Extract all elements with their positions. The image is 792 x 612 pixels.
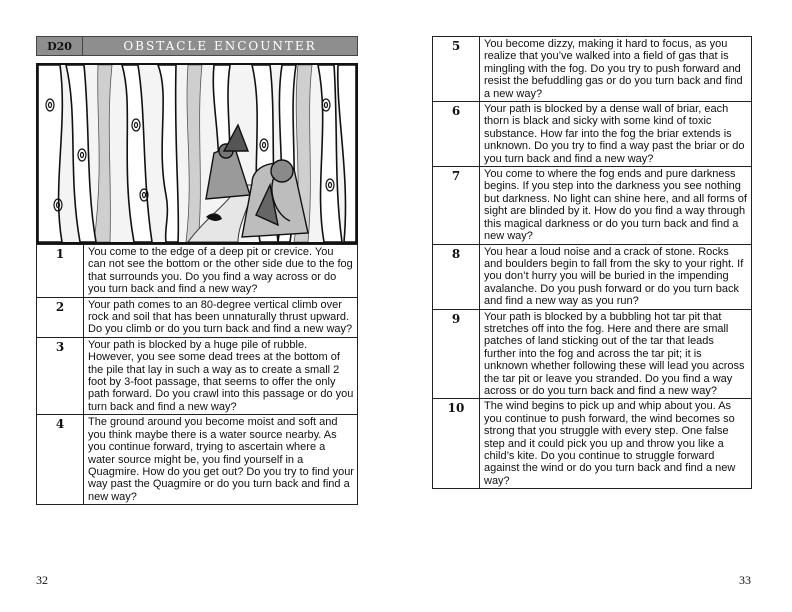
entry-text: You become dizzy, making it hard to focus, as you realize that you’ve walked into a field of gas that is mingling with the fog. Do you try to push forward and resist the befuddling gas or do you turn back and find a new way?: [480, 37, 752, 102]
table-row: [37, 245, 358, 298]
forest-drawing: [38, 65, 356, 242]
entry-number: 3: [37, 337, 84, 414]
entry-number: 2: [37, 297, 84, 337]
entry-number: 9: [433, 309, 480, 399]
entry-text: You come to where the fog ends and pure darkness begins. If you step into the darkness you see nothing but darkness. No light can shine here, and all forms of sight are blinded by it. How do you find a way through this magical darkness or do you turn back and find a new way?: [480, 167, 752, 244]
entry-number: 8: [433, 244, 480, 309]
table-row: [433, 37, 752, 102]
entry-text: The ground around you become moist and soft and you think maybe there is a water source nearby. As you continue forward, trying to ascertain where a water source might be, you find yourself in a Quagmire. How do you get out? Do you try to find your way past the Quagmire or do you turn back and find a new way?: [84, 415, 358, 505]
entry-number: 6: [433, 102, 480, 167]
entry-number: 5: [433, 37, 480, 102]
forest-illustration: [36, 63, 358, 244]
table-row: [433, 167, 752, 244]
entry-number: 10: [433, 399, 480, 489]
encounter-table-left: [36, 244, 358, 505]
table-row: [433, 309, 752, 399]
table-row: [37, 415, 358, 505]
entry-text: Your path is blocked by a bubbling hot tar pit that stretches off into the fog. Here and there are small patches of land sticking out of the tar that leads further into the fog and across the tar pit; it is unknown whether following these will lead you across the tar pit or leave you stranded. Do you find a way across or do you turn back and find a new way?: [480, 309, 752, 399]
table-row: [433, 244, 752, 309]
entry-text: Your path is blocked by a dense wall of briar, each thorn is black and sicky with some kind of toxic substance. How far into the fog the briar extends is unknown. Do you try to find a way past the briar or do you turn back and find a new way?: [480, 102, 752, 167]
entry-text: You come to the edge of a deep pit or crevice. You can not see the bottom or the other side due to the fog that surrounds you. Do you find a way across or do you turn back and find a new way?: [84, 245, 358, 298]
page-number-right: 33: [739, 573, 751, 587]
table-row: [37, 297, 358, 337]
entry-text: You hear a loud noise and a crack of stone. Rocks and boulders begin to fall from the sky to your right. If you don’t hurry you will be buried in the impending avalanche. Do you push forward or do you turn back and find a new way as you run?: [480, 244, 752, 309]
encounter-title: OBSTACLE ENCOUNTER: [123, 39, 317, 53]
die-label: D20: [37, 37, 83, 55]
entry-text: Your path is blocked by a huge pile of rubble. However, you see some dead trees at the bottom of the pile that lay in such a way as to create a small 2 foot by 3-foot passage, that seems to offer the only path forward. Do you crawl into this passage or do you turn back and find a new way?: [84, 337, 358, 414]
entry-text: The wind begins to pick up and whip about you. As you continue to push forward, the wind becomes so strong that you struggle with every step. One false step and it could pick you up and throw you like a child’s kite. Do you continue to struggle forward against the wind or do you turn back and find a new way?: [480, 399, 752, 489]
page-number-left: 32: [36, 573, 48, 587]
table-row: [433, 399, 752, 489]
encounter-header: [36, 36, 358, 56]
entry-number: 7: [433, 167, 480, 244]
table-row: [433, 102, 752, 167]
entry-number: 1: [37, 245, 84, 298]
right-page: [396, 0, 792, 612]
entry-text: Your path comes to an 80-degree vertical climb over rock and soil that has been unnaturally thrust upward. Do you climb or do you turn back and find a new way?: [84, 297, 358, 337]
entry-number: 4: [37, 415, 84, 505]
table-row: [37, 337, 358, 414]
encounter-table-right: [432, 36, 752, 489]
